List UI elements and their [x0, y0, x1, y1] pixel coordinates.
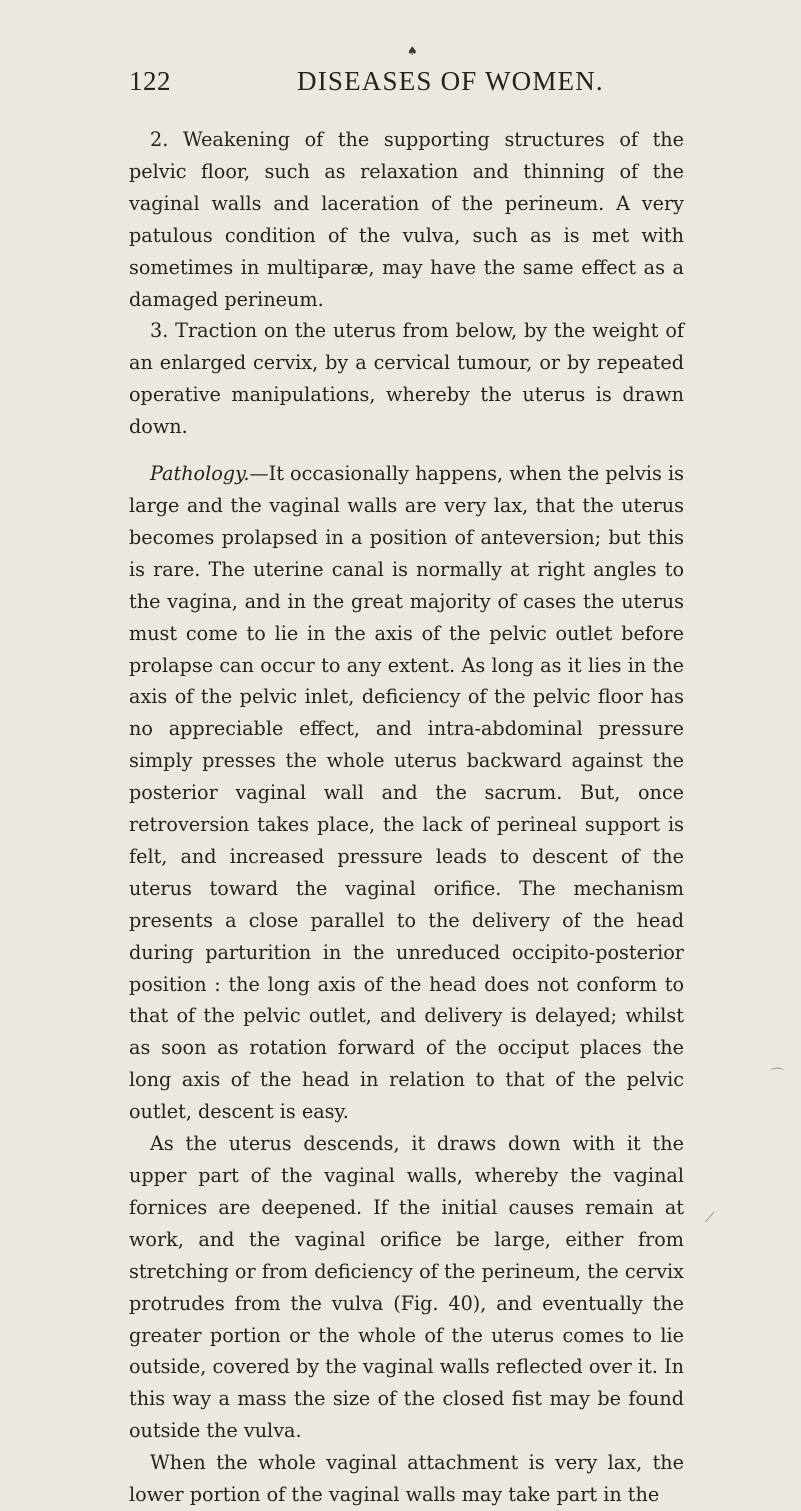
- page-header: [0, 62, 801, 102]
- paragraph-cause-3: 3. Traction on the uterus from below, by the weight of an enlarged cervix, by a cervical tumour, or by repeated operative manipulations, whereby the uterus is drawn down.: [129, 319, 684, 439]
- scan-speck: ⌒: [770, 1068, 784, 1084]
- scan-speck: ⟋: [705, 1210, 715, 1226]
- paragraph-cause-2: 2. Weakening of the supporting structures of the pelvic floor, such as relaxation and thinning of the vaginal walls and laceration of the perineum. A very patulous condition of the vulva, such as is met with sometimes in multiparæ, may have the same effect as a damaged perineum.: [129, 128, 684, 311]
- pathology-heading: Pathology.: [150, 462, 250, 486]
- page-number: 122: [129, 66, 171, 96]
- paragraph-descent: As the uterus descends, it draws down with it the upper part of the vaginal walls, whereby the vaginal fornices are deepened. If the initial causes remain at work, and the vaginal orifice be large, either from stretching or from deficiency of the perineum, the cervix protrudes from the vulva (Fig. 40), and eventually the greater portion or the whole of the uterus comes to lie outside, covered by the vaginal walls reflected over it. In this way a mass the size of the closed fist may be found outside the vulva.: [129, 1132, 684, 1443]
- body-text: [129, 124, 684, 1511]
- paragraph-lax-attachment: When the whole vaginal attachment is very lax, the lower portion of the vaginal walls may take part in the: [129, 1451, 684, 1507]
- running-title: DISEASES OF WOMEN.: [297, 66, 604, 96]
- paragraph-pathology: [129, 458, 684, 1128]
- pathology-text: —It occasionally happens, when the pelvis is large and the vaginal walls are very lax, that the uterus becomes prolapsed in a position of anteversion; but this is rare. The uterine canal is normally at right angles to the vagina, and in the great majority of cases the uterus must come to lie in the axis of the pelvic outlet before prolapse can occur to any extent. As long as it lies in the axis of the pelvic inlet, deficiency of the pelvic floor has no appreciable effect, and intra-abdominal pressure simply presses the whole uterus backward against the posterior vaginal wall and the sacrum. But, once retroversion takes place, the lack of perineal support is felt, and increased pressure leads to descent of the uterus toward the vaginal orifice. The mechanism presents a close parallel to the delivery of the head during parturition in the unreduced occipito-posterior position : the long axis of the head does not conform to that of the pelvic outlet, and delivery is delayed; whilst as soon as rotation forward of the occiput places the long axis of the head in relation to that of the pelvic outlet, descent is easy.: [129, 462, 684, 1124]
- ornament-mark: ♠: [407, 44, 418, 58]
